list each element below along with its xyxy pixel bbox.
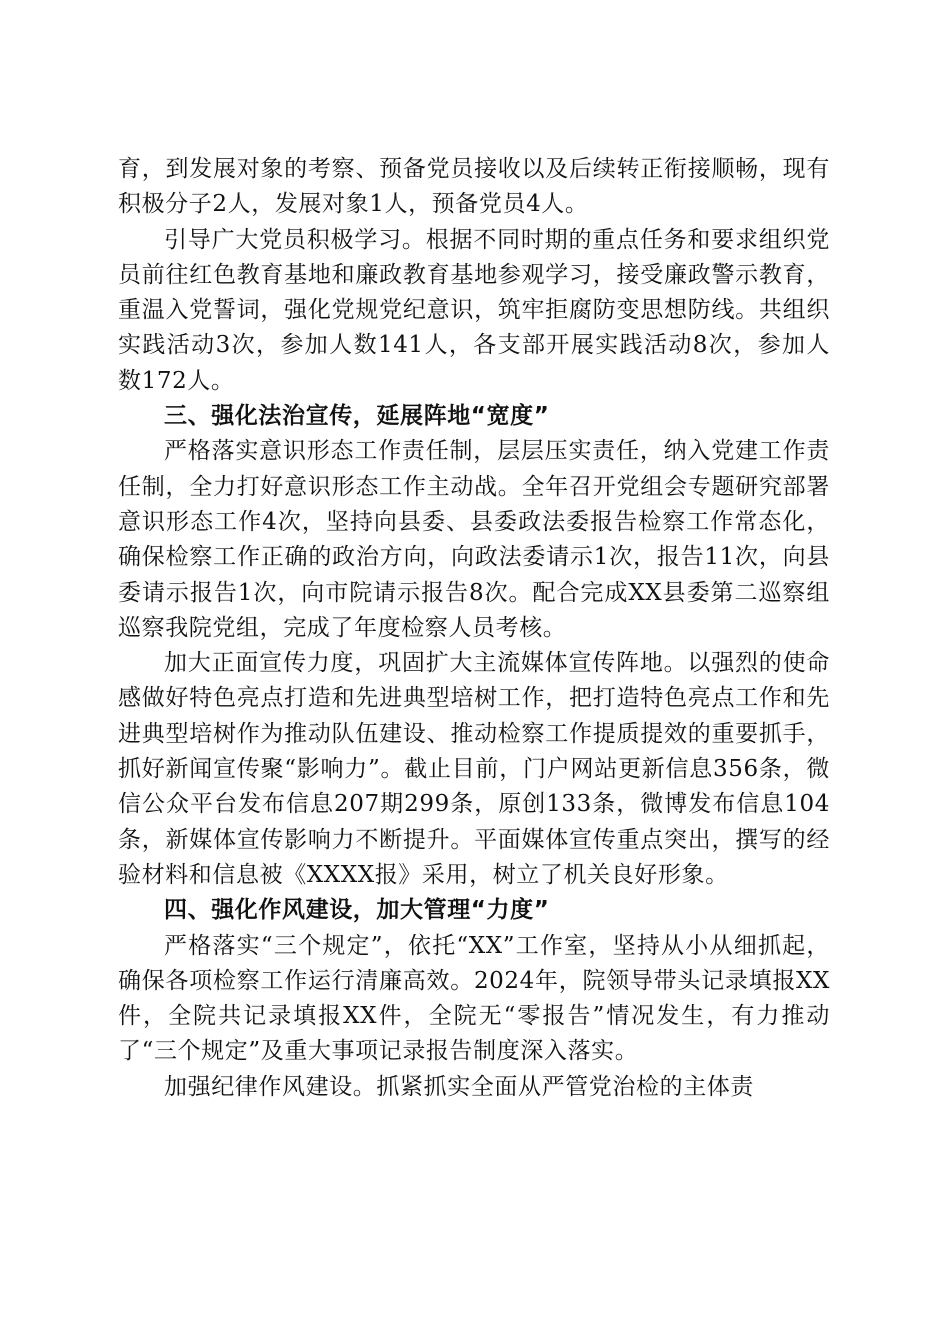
paragraph-ideology-responsibility: 严格落实意识形态工作责任制，层层压实责任，纳入党建工作责任制，全力打好意识形态工作主动战。全年召开党组会专题研究部署意识形态工作4次，坚持向县委、县委政法委报告检察工作常态化，确保检察工作正确的政治方向，向政法委请示1次，报告11次，向县委请示报告1次，向市院请示报告8次。配合完成XX县委第二巡察组巡察我院党组，完成了年度检察人员考核。 bbox=[118, 438, 830, 641]
paragraph-party-study: 引导广大党员积极学习。根据不同时期的重点任务和要求组织党员前往红色教育基地和廉政教育基地参观学习，接受廉政警示教育，重温入党誓词，强化党规党纪意识，筑牢拒腐防变思想防线。共组织实践活动3次，参加人数141人，各支部开展实践活动8次，参加人数172人。 bbox=[118, 226, 830, 394]
paragraph-discipline: 加强纪律作风建设。抓紧抓实全面从严管党治检的主体责 bbox=[164, 1073, 754, 1100]
paragraph-continuation: 育，到发展对象的考察、预备党员接收以及后续转正衔接顺畅，现有积极分子2人，发展对象1人，预备党员4人。 bbox=[118, 156, 830, 218]
paragraph-publicity: 加大正面宣传力度，巩固扩大主流媒体宣传阵地。以强烈的使命感做好特色亮点打造和先进典型培树工作，把打造特色亮点工作和先进典型培树作为推动队伍建设、推动检察工作提质提效的重要抓手，抓好新闻宣传聚“影响力”。截止目前，门户网站更新信息356条，微信公众平台发布信息207期299条，原创133条，微博发布信息104条，新媒体宣传影响力不断提升。平面媒体宣传重点突出，撰写的经验材料和信息被《XXXX报》采用，树立了机关良好形象。 bbox=[118, 650, 830, 888]
section-heading-3: 三、强化法治宣传，延展阵地“宽度” bbox=[164, 403, 550, 430]
paragraph-three-regulations: 严格落实“三个规定”，依托“XX”工作室，坚持从小从细抓起，确保各项检察工作运行清廉高效。2024年，院领导带头记录填报XX件，全院共记录填报XX件，全院无“零报告”情况发生，有力推动了“三个规定”及重大事项记录报告制度深入落实。 bbox=[118, 932, 830, 1065]
section-heading-4: 四、强化作风建设，加大管理“力度” bbox=[164, 897, 550, 924]
document-page bbox=[118, 152, 830, 1105]
